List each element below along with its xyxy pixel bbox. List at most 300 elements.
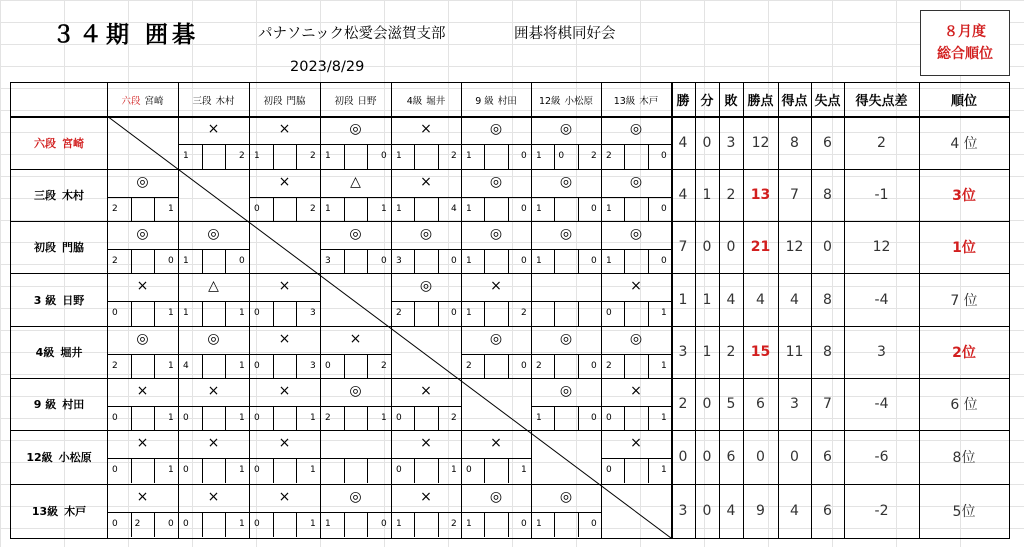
match-cell (249, 430, 320, 484)
match-score: 0 (661, 256, 667, 266)
match-score: 1 (451, 465, 457, 475)
match-score: 1 (239, 465, 245, 475)
match-result-mark: × (278, 174, 291, 190)
match-score: 1 (466, 519, 472, 529)
match-cell (601, 326, 671, 378)
column-header-name: 日野 (357, 95, 377, 107)
match-score: 2 (466, 361, 472, 371)
match-cell (178, 221, 249, 273)
stat-lost: 0 (823, 239, 832, 255)
match-cell (178, 378, 249, 430)
match-score: 1 (381, 413, 387, 423)
match-score: 0 (521, 204, 527, 214)
stat-pts: 21 (750, 239, 771, 255)
match-score: 1 (661, 308, 667, 318)
match-score: 0 (396, 413, 402, 423)
match-score: 0 (606, 308, 612, 318)
match-result-mark: × (136, 489, 149, 505)
stat-diff: -1 (874, 187, 889, 203)
match-score: 1 (168, 413, 174, 423)
row-header-name: 門脇 (62, 241, 84, 254)
match-score: 0 (451, 308, 457, 318)
match-result-mark: ◎ (419, 226, 433, 242)
stat-lost: 8 (823, 344, 832, 360)
match-score: 0 (466, 465, 472, 475)
match-cell (531, 326, 601, 378)
match-result-mark: ◎ (349, 489, 362, 505)
match-result-mark: ◎ (629, 121, 643, 137)
match-result-mark: ◎ (207, 226, 220, 242)
match-score: 2 (606, 361, 612, 371)
stat-header: 分 (700, 94, 714, 109)
match-result-mark: ◎ (559, 174, 573, 190)
match-cell (391, 169, 461, 221)
stat-header: 敗 (724, 94, 738, 109)
stat-win: 7 (678, 239, 688, 255)
match-score: 0 (591, 413, 597, 423)
row-header-rank: 12級 (26, 451, 53, 464)
match-result-mark: ◎ (489, 121, 503, 137)
stat-win: 3 (678, 344, 688, 360)
match-cell (178, 326, 249, 378)
match-result-mark: △ (350, 174, 361, 190)
match-score: 1 (661, 413, 667, 423)
row-header-player (11, 484, 107, 538)
match-result-mark: ◎ (559, 383, 573, 399)
stat-draw: 0 (702, 449, 712, 465)
column-header-player (461, 83, 531, 116)
stat-loss: 3 (726, 134, 736, 151)
stat-loss: 6 (726, 449, 736, 465)
match-result-mark: × (630, 435, 642, 451)
match-score: 1 (168, 465, 174, 475)
match-score: 3 (310, 308, 316, 318)
overall-place: 5位 (952, 504, 976, 520)
match-score: 0 (112, 519, 118, 529)
match-score: 0 (521, 519, 527, 529)
match-cell (107, 221, 178, 273)
match-result-mark: × (630, 278, 642, 294)
match-score: 1 (536, 519, 542, 529)
row-header-name: 村田 (62, 398, 85, 411)
match-result-mark: ◎ (136, 331, 149, 347)
club-name: パナソニック松愛会滋賀支部 (258, 26, 446, 42)
match-cell (461, 221, 531, 273)
match-score: 0 (325, 361, 331, 371)
match-score: 1 (661, 465, 667, 475)
stat-win: 0 (678, 449, 688, 465)
match-score: 1 (536, 151, 542, 161)
match-score: 0 (254, 465, 260, 475)
stat-gain: 12 (785, 239, 804, 255)
match-score: 4 (451, 204, 457, 214)
stat-draw: 1 (702, 291, 712, 308)
match-score: 0 (558, 151, 565, 161)
match-score: 1 (254, 151, 260, 161)
match-result-mark: ◎ (559, 489, 573, 505)
overall-place: 8位 (952, 450, 976, 466)
match-cell (391, 484, 461, 538)
stat-draw: 0 (702, 239, 712, 255)
match-score: 2 (451, 519, 457, 529)
match-score: 1 (396, 151, 402, 161)
match-cell (531, 273, 601, 326)
stat-gain: 0 (790, 449, 799, 465)
row-header-rank: 3 級 (33, 293, 57, 307)
match-score: 0 (254, 519, 260, 529)
match-score: 1 (310, 465, 316, 475)
match-result-mark: ◎ (349, 226, 362, 242)
match-score: 1 (239, 413, 245, 423)
column-header-name: 木村 (215, 95, 235, 107)
match-result-mark: × (136, 278, 149, 294)
match-score: 0 (521, 361, 527, 371)
match-cell (107, 273, 178, 326)
match-score: 0 (254, 361, 260, 371)
row-header-player (11, 273, 107, 326)
match-score: 1 (536, 256, 542, 266)
match-score: 1 (183, 308, 189, 318)
stat-diff: -6 (874, 449, 889, 465)
match-score: 0 (591, 519, 597, 529)
match-cell (320, 484, 391, 538)
stat-lost: 6 (823, 449, 832, 465)
match-cell (249, 378, 320, 430)
stat-diff: -4 (874, 291, 889, 308)
match-result-mark: × (420, 489, 432, 505)
match-score: 1 (239, 361, 245, 371)
match-cell (320, 430, 391, 484)
match-score: 1 (183, 256, 189, 266)
match-score: 0 (254, 204, 260, 214)
column-header-rank: 13級 (613, 95, 636, 107)
overall-rank-label: 総合順位 (937, 46, 993, 62)
match-score: 0 (661, 151, 667, 161)
match-score: 0 (521, 151, 527, 161)
match-score: 1 (168, 204, 174, 214)
match-result-mark: × (420, 121, 432, 137)
match-result-mark: ◎ (136, 174, 149, 190)
match-cell (178, 430, 249, 484)
match-result-mark: ◎ (559, 121, 573, 137)
match-cell (531, 116, 601, 169)
column-header-name: 堀井 (426, 95, 446, 107)
match-score: 3 (396, 256, 402, 266)
match-result-mark: × (136, 435, 149, 451)
match-cell (461, 326, 531, 378)
column-header-player (391, 83, 461, 116)
match-result-mark: × (420, 435, 432, 451)
match-cell (320, 221, 391, 273)
match-cell (178, 116, 249, 169)
match-result-mark: ◎ (559, 226, 573, 242)
match-score: 1 (661, 361, 667, 371)
column-header-rank: 12級 (538, 95, 561, 107)
match-cell (249, 273, 320, 326)
match-score: 0 (112, 413, 118, 423)
stat-draw: 0 (702, 503, 712, 519)
match-cell (601, 116, 671, 169)
match-score: 2 (310, 204, 316, 214)
match-score: 0 (168, 256, 174, 266)
match-score: 1 (466, 256, 472, 266)
stat-pts: 4 (756, 291, 765, 308)
row-header-name: 木戸 (64, 505, 87, 518)
match-cell (391, 221, 461, 273)
match-score: 0 (381, 519, 387, 529)
match-cell (461, 169, 531, 221)
match-score: 2 (396, 308, 402, 318)
match-score: 1 (536, 204, 542, 214)
match-score: 0 (661, 204, 667, 214)
column-header-name: 門脇 (286, 95, 306, 107)
match-score: 0 (591, 204, 597, 214)
match-cell (320, 326, 391, 378)
stat-draw: 1 (702, 187, 712, 203)
match-score: 0 (254, 413, 260, 423)
column-header-player (107, 83, 178, 116)
column-header-player (178, 83, 249, 116)
stat-gain: 4 (790, 503, 799, 519)
column-header-rank: 初段 (263, 95, 283, 107)
column-header-player (320, 83, 391, 116)
match-result-mark: × (278, 278, 291, 294)
match-date: 2023/8/29 (290, 59, 365, 75)
row-header-name: 宮崎 (62, 136, 84, 150)
match-score: 2 (134, 519, 141, 529)
column-header-rank: 三段 (192, 95, 212, 107)
match-cell (320, 169, 391, 221)
match-score: 4 (183, 361, 189, 371)
match-score: 0 (521, 256, 527, 266)
match-result-mark: × (278, 383, 291, 399)
match-score: 0 (112, 308, 118, 318)
row-header-rank: 4級 (35, 346, 55, 359)
match-cell (107, 326, 178, 378)
match-score: 0 (183, 413, 189, 423)
stat-draw: 0 (702, 134, 712, 151)
match-score: 0 (591, 256, 597, 266)
match-result-mark: × (420, 174, 432, 190)
match-result-mark: × (490, 435, 502, 451)
stat-header: 勝 (676, 94, 690, 109)
match-result-mark: × (349, 331, 362, 347)
match-cell (107, 378, 178, 430)
match-result-mark: ◎ (489, 331, 503, 347)
match-cell (107, 484, 178, 538)
stat-header: 得点 (781, 94, 808, 109)
stat-loss: 4 (726, 503, 736, 519)
stat-loss: 4 (726, 291, 736, 308)
match-score: 1 (466, 308, 472, 318)
match-score: 3 (325, 256, 331, 266)
stat-lost: 6 (823, 503, 832, 519)
match-score: 0 (606, 465, 612, 475)
row-header-player (11, 169, 107, 221)
stat-diff: 2 (877, 134, 886, 151)
match-score: 0 (239, 256, 245, 266)
match-score: 1 (606, 204, 612, 214)
stat-win: 1 (678, 291, 688, 308)
match-cell (391, 116, 461, 169)
subclub-name: 囲碁将棋同好会 (514, 26, 616, 42)
match-cell (320, 116, 391, 169)
match-result-mark: ◎ (629, 174, 643, 190)
stat-win: 4 (678, 134, 688, 151)
stat-draw: 0 (702, 396, 712, 412)
match-cell (107, 430, 178, 484)
match-score: 1 (396, 204, 402, 214)
match-result-mark: △ (208, 278, 219, 294)
match-score: 0 (396, 465, 402, 475)
column-header-name: 村田 (497, 95, 517, 107)
match-score: 2 (591, 151, 597, 161)
match-result-mark: ◎ (489, 489, 503, 505)
match-result-mark: × (278, 435, 291, 451)
match-score: 0 (591, 361, 597, 371)
column-header-rank: 初段 (334, 95, 354, 107)
match-result-mark: × (207, 435, 220, 451)
match-score: 1 (310, 519, 316, 529)
row-header-player (11, 378, 107, 430)
match-score: 1 (396, 519, 402, 529)
row-header-player (11, 221, 107, 273)
stat-loss: 2 (726, 187, 736, 203)
match-cell (391, 273, 461, 326)
match-cell (461, 116, 531, 169)
stat-draw: 1 (702, 344, 712, 360)
stat-gain: 3 (790, 396, 799, 412)
match-result-mark: × (207, 489, 220, 505)
column-header-name: 小松原 (564, 95, 594, 107)
match-result-mark: ◎ (489, 174, 503, 190)
match-cell (391, 378, 461, 430)
match-score: 1 (325, 519, 331, 529)
row-header-name: 日野 (62, 293, 85, 307)
match-score: 1 (466, 204, 472, 214)
row-header-rank: 六段 (34, 136, 56, 150)
match-score: 1 (325, 204, 331, 214)
match-cell (249, 326, 320, 378)
row-header-rank: 9 級 (33, 398, 57, 411)
match-result-mark: × (278, 121, 291, 137)
match-score: 0 (168, 519, 174, 529)
match-cell (391, 430, 461, 484)
monthly-ranking-box (920, 10, 1010, 76)
match-cell (531, 378, 601, 430)
stat-win: 2 (678, 396, 688, 412)
stat-gain: 11 (785, 344, 804, 360)
stat-pts: 13 (750, 187, 771, 203)
match-score: 1 (239, 308, 245, 318)
match-score: 1 (325, 151, 331, 161)
row-header-name: 木村 (62, 189, 84, 202)
match-score: 2 (451, 413, 457, 423)
stat-win: 3 (678, 503, 688, 519)
row-header-rank: 初段 (34, 241, 56, 254)
column-header-name: 木戸 (639, 95, 659, 107)
match-score: 1 (521, 465, 527, 475)
match-result-mark: ◎ (349, 383, 362, 399)
stat-header: 勝点 (747, 94, 774, 109)
column-header-player (249, 83, 320, 116)
column-header-rank: 六段 (121, 95, 141, 107)
match-result-mark: ◎ (629, 331, 643, 347)
match-cell (249, 484, 320, 538)
row-header-player (11, 326, 107, 378)
match-cell (461, 430, 531, 484)
match-cell (249, 169, 320, 221)
stat-pts: 0 (756, 449, 765, 465)
stat-pts: 6 (756, 396, 765, 412)
stat-win: 4 (678, 187, 688, 203)
match-score: 2 (451, 151, 457, 161)
match-cell (601, 378, 671, 430)
match-score: 1 (239, 519, 245, 529)
row-header-player (11, 430, 107, 484)
match-score: 0 (451, 256, 457, 266)
match-score: 1 (536, 413, 542, 423)
match-score: 1 (466, 151, 472, 161)
stat-pts: 12 (751, 134, 770, 151)
match-result-mark: ◎ (489, 226, 503, 242)
stat-lost: 6 (823, 134, 832, 151)
row-header-name: 小松原 (58, 451, 92, 464)
column-header-rank: 9 級 (475, 95, 494, 107)
row-header-name: 堀井 (60, 346, 83, 359)
match-cell (531, 221, 601, 273)
stat-diff: -4 (874, 396, 889, 412)
month-label: ８月度 (944, 24, 986, 40)
match-result-mark: × (136, 383, 149, 399)
match-cell (531, 169, 601, 221)
page-title: ３４期 囲碁 (52, 22, 200, 48)
stat-diff: -2 (874, 503, 889, 519)
match-score: 2 (325, 413, 331, 423)
stat-loss: 2 (726, 344, 736, 360)
match-cell (601, 169, 671, 221)
match-score: 1 (168, 308, 174, 318)
stat-diff: 12 (872, 239, 891, 255)
stat-gain: 8 (790, 134, 799, 151)
match-cell (320, 378, 391, 430)
match-score: 2 (606, 151, 612, 161)
stat-header: 得失点差 (855, 94, 908, 109)
row-header-rank: 三段 (34, 189, 56, 202)
match-cell (178, 273, 249, 326)
match-result-mark: × (490, 278, 502, 294)
stat-gain: 4 (790, 291, 799, 308)
stat-lost: 8 (823, 187, 832, 203)
match-score: 0 (254, 308, 260, 318)
match-cell (601, 221, 671, 273)
stat-header: 失点 (814, 94, 841, 109)
match-cell (249, 116, 320, 169)
overall-place: 2位 (952, 345, 976, 361)
match-result-mark: × (207, 383, 220, 399)
column-header-player (531, 83, 601, 116)
match-result-mark: × (630, 383, 642, 399)
row-header-rank: 13級 (31, 505, 59, 518)
overall-place: 3位 (952, 188, 976, 204)
match-result-mark: ◎ (629, 226, 643, 242)
match-result-mark: ◎ (419, 278, 433, 294)
match-score: 1 (381, 204, 387, 214)
match-cell (461, 273, 531, 326)
match-result-mark: ◎ (207, 331, 220, 347)
stat-lost: 7 (823, 396, 832, 412)
match-result-mark: × (278, 331, 291, 347)
